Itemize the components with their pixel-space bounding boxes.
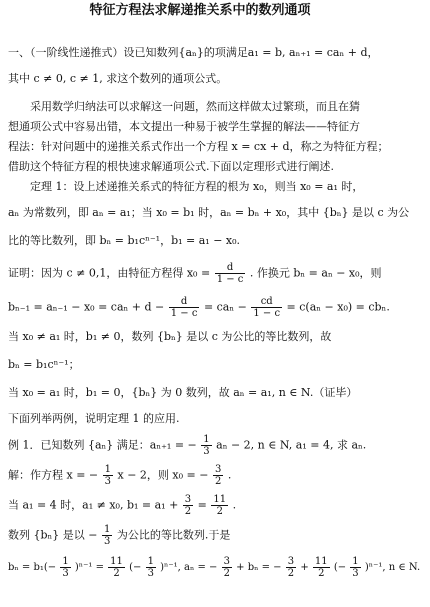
- fraction-denominator: 2: [223, 568, 230, 579]
- fraction-numerator: 3: [184, 494, 192, 505]
- solution-text: 解：作方程 x = −: [8, 468, 99, 482]
- solution-text: + bₙ = −: [236, 562, 282, 573]
- fraction-denominator: 2: [113, 568, 120, 579]
- fraction-denominator: 2: [184, 506, 192, 517]
- fraction-numerator: 11: [213, 494, 227, 505]
- text-line-4: 想通项公式中容易出错，本文提出一种易于被学生掌握的解法——特征方: [8, 120, 360, 133]
- solution-text: bₙ = b₁(−: [8, 562, 57, 573]
- fraction-three-halves: [183, 494, 193, 517]
- example-text: 例 1．已知数列 {aₙ} 满足：aₙ₊₁ = −: [8, 438, 197, 452]
- fraction-numerator: 11: [314, 556, 328, 567]
- text-line-5: 程法：针对问题中的递推关系式作出一个方程 x = cx + d，称之为特征方程；: [8, 140, 389, 153]
- solution-line-4: [8, 556, 421, 579]
- fraction-one-third: [102, 524, 112, 547]
- fraction-one-third: [146, 556, 156, 579]
- fraction-three-halves: [222, 556, 232, 579]
- fraction-denominator: 1 − c: [216, 274, 244, 285]
- fraction-cd-over-1-minus-c: [251, 296, 282, 319]
- fraction-numerator: 1: [104, 464, 112, 475]
- solution-text: 当 a₁ = 4 时，a₁ ≠ x₀, b₁ = a₁ +: [8, 498, 179, 512]
- fraction-denominator: 2: [214, 476, 222, 487]
- fraction-denominator: 3: [104, 476, 112, 487]
- proof-line-2: [8, 296, 408, 319]
- fraction-three-halves: [213, 464, 223, 487]
- fraction-denominator: 3: [62, 568, 69, 579]
- fraction-numerator: 3: [223, 556, 230, 567]
- solution-text: )ⁿ⁻¹ =: [74, 562, 104, 573]
- fraction-one-third: [103, 464, 113, 487]
- proof-text: 证明：因为 c ≠ 0,1，由特征方程得 x₀ =: [8, 266, 211, 280]
- theorem-line-1: 定理 1：设上述递推关系式的特征方程的根为 x₀，则当 x₀ = a₁ 时，: [30, 180, 364, 193]
- text-line-examples: 下面列举两例，说明定理 1 的应用.: [8, 412, 180, 425]
- fraction-numerator: 3: [214, 464, 222, 475]
- proof-text: = c(aₙ − x₀) = cbₙ.: [286, 300, 390, 314]
- proof-line-5: 当 x₀ = a₁ 时，b₁ = 0，{bₙ} 为 0 数列，故 aₙ = a₁, n ∈ N.（证毕）: [8, 386, 358, 399]
- solution-text: .: [227, 468, 232, 482]
- fraction-three-halves: [286, 556, 296, 579]
- proof-text: . 作换元 bₙ = aₙ − x₀，则: [249, 266, 382, 280]
- fraction-numerator: 1: [352, 556, 359, 567]
- fraction-numerator: 1: [62, 556, 69, 567]
- proof-line-3: 当 x₀ ≠ a₁ 时，b₁ ≠ 0，数列 {bₙ} 是以 c 为公比的等比数列，故: [8, 330, 332, 343]
- fraction-denominator: 1 − c: [170, 308, 198, 319]
- example-text: aₙ − 2, n ∈ N, a₁ = 4, 求 aₙ.: [216, 438, 367, 452]
- fraction-denominator: 3: [203, 446, 210, 457]
- example-1-line: [8, 434, 408, 457]
- text-line-6: 借助这个特征方程的根快速求解通项公式.下面以定理形式进行阐述.: [8, 160, 334, 173]
- fraction-numerator: 3: [287, 556, 295, 567]
- theorem-line-2: aₙ 为常数列，即 aₙ = a₁；当 x₀ = b₁ 时，aₙ = bₙ + x₀，其中 {bₙ} 是以 c 为公: [8, 206, 410, 219]
- solution-line-1: [8, 464, 408, 487]
- fraction-denominator: 3: [147, 568, 154, 579]
- fraction-one-third: [350, 556, 360, 579]
- proof-text: bₙ₋₁ = aₙ₋₁ − x₀ = caₙ + d −: [8, 300, 165, 314]
- text-line-2: 其中 c ≠ 0, c ≠ 1, 求这个数列的通项公式。: [8, 72, 228, 85]
- fraction-numerator: d: [169, 296, 200, 308]
- fraction-one-third: [201, 434, 211, 457]
- fraction-denominator: 1 − c: [253, 308, 281, 319]
- solution-text: )ⁿ⁻¹, aₙ = −: [160, 562, 218, 573]
- solution-text: 数列 {bₙ} 是以 −: [8, 528, 98, 542]
- solution-line-3: [8, 524, 408, 547]
- fraction-denominator: 2: [216, 506, 223, 517]
- fraction-d-over-1-minus-c: [215, 262, 246, 285]
- fraction-denominator: 2: [318, 568, 325, 579]
- fraction-numerator: 1: [147, 556, 154, 567]
- fraction-numerator: d: [215, 262, 246, 274]
- proof-line-4: bₙ = b₁cⁿ⁻¹；: [8, 358, 80, 371]
- fraction-eleven-halves: [108, 556, 125, 579]
- proof-text: = caₙ −: [203, 300, 247, 314]
- solution-text: )ⁿ⁻¹, n ∈ N.: [364, 562, 421, 573]
- fraction-eleven-halves: [313, 556, 330, 579]
- solution-text: .: [232, 498, 237, 512]
- theorem-line-3: 比的等比数列，即 bₙ = b₁cⁿ⁻¹，b₁ = a₁ − x₀.: [8, 234, 241, 247]
- fraction-d-over-1-minus-c: [169, 296, 200, 319]
- text-line-1: 一、（一阶线性递推式）设已知数列{aₙ}的项满足a₁ = b, aₙ₊₁ = caₙ + d，: [8, 46, 379, 59]
- fraction-numerator: 11: [110, 556, 123, 567]
- text-line-3: 采用数学归纳法可以求解这一问题，然而这样做太过繁琐，而且在猜: [30, 100, 360, 113]
- solution-text: 为公比的等比数列.于是: [116, 528, 231, 542]
- fraction-denominator: 3: [352, 568, 359, 579]
- fraction-numerator: 1: [104, 524, 111, 535]
- fraction-numerator: 1: [203, 434, 210, 445]
- solution-text: (−: [333, 562, 347, 573]
- solution-text: +: [300, 562, 309, 573]
- page-title: 特征方程法求解递推关系中的数列通项: [89, 3, 311, 18]
- fraction-eleven-halves: [211, 494, 228, 517]
- fraction-one-third: [60, 556, 70, 579]
- solution-text: =: [197, 498, 207, 512]
- proof-line-1: [8, 262, 408, 285]
- fraction-denominator: 3: [104, 536, 111, 547]
- fraction-numerator: cd: [251, 296, 282, 308]
- solution-text: (−: [129, 562, 142, 573]
- solution-line-2: [8, 494, 408, 517]
- fraction-denominator: 2: [287, 568, 295, 579]
- solution-text: x − 2，则 x₀ = −: [117, 468, 209, 482]
